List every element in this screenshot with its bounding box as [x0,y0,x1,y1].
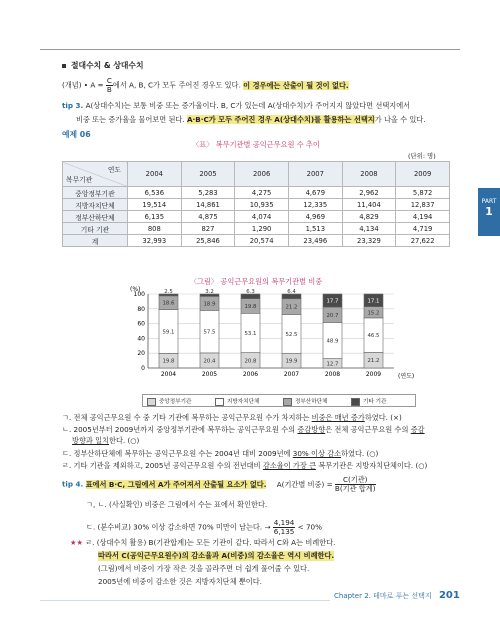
data-label: 15.2 [367,310,380,317]
concept-highlight: 이 경우에는 산출이 될 것이 없다. [243,80,349,90]
legend-swatch [351,398,360,406]
legend-label: 지방자치단체 [227,399,260,405]
data-label: 19.8 [162,358,175,365]
page-number: 201 [438,590,460,601]
y-tick-label: 60 [137,320,145,328]
legend-swatch [215,398,224,406]
concept-line: (개념) • A = $\frac{C}{B}$ 에서 A, B, C가 모두 주어진 경우도 있다. 이 경우에는 산출이 될 것이 없다. [62,76,349,94]
data-label: 20.7 [326,312,339,319]
y-tick-label: 0 [141,365,145,372]
y-tick-label: 100 [133,291,145,298]
y-tick-label: 40 [137,335,145,343]
legend-item [347,397,415,406]
x-tick-label: 2004 [160,371,177,378]
choice-r: ㄹ. 기타 기관을 제외하고, 2005년 공익근무요원 수의 전년대비 감소율이 가장 큰 복무기관은 지방자치단체이다. (○) [62,461,428,470]
table-row: 중앙정부기관 6,536 5,283 4,275 4,679 2,962 5,872 [63,187,450,199]
data-label: 2.5 [164,289,173,295]
data-label: 59.1 [162,329,175,336]
tip4-fraction: C(기관) B(기관 합계) [334,475,376,493]
data-label: 57.5 [203,329,216,336]
data-label: 3.2 [205,289,214,295]
data-label: 18.9 [203,301,216,308]
note-r2: 따라서 C(공익근무요원수)의 감소율과 A(비중)의 감소율은 역시 비례한다. [98,551,335,560]
data-label: 21.2 [285,304,298,311]
col-2004: 2004 [128,162,182,187]
data-label: 20.8 [244,358,257,365]
data-label: 12.7 [326,361,339,368]
legend-label: 기타 기관 [363,399,387,405]
stacked-bar-chart [130,286,420,386]
legend-item [211,397,279,406]
data-label: 53.1 [244,330,257,337]
legend-label: 중앙정부기관 [159,399,192,405]
table-title: 〈표〉 복무기관별 공익근무요원 수 추이 [192,140,320,149]
footer-rule [40,600,330,601]
chart-legend [142,394,416,407]
col-2006: 2006 [235,162,289,187]
data-label: 6.3 [246,289,255,295]
data-label: 17.1 [367,298,380,305]
data-label: 17.7 [326,298,339,305]
legend-label: 정부산하단체 [295,399,328,405]
chart-title: 〈그림〉 공익근무요원의 복무기관별 비중 [189,277,323,286]
section-bullet [62,64,66,68]
x-axis-label: (연도) [398,373,415,380]
table-row: 기타 기관 808 827 1,290 1,513 4,134 4,719 [63,223,450,235]
col-2009: 2009 [396,162,450,187]
y-tick-label: 20 [137,350,145,358]
legend-swatch [283,398,292,406]
choice-n: ㄴ. 2005년부터 2009년까지 중앙정부기관에 복무하는 공익근무요원 수의 증감방향은 전체 공익근무요원 수의 증감 [62,425,425,434]
data-label: 6.4 [287,289,296,295]
table-corner: 연도 복무기관 [63,162,128,187]
x-tick-label: 2007 [283,371,300,378]
footer-chapter: Chapter 2. 테마로 푸는 선택지 [334,592,432,600]
x-tick-label: 2008 [324,371,341,378]
choice-d: ㄷ. 정부산하단체에 복무하는 공익근무요원 수는 2004년 대비 2009년에 30% 이상 감소하였다. (○) [62,449,379,458]
table-row: 지방자치단체 19,514 14,861 10,935 12,335 11,404 12,837 [63,199,450,211]
data-label: 18.6 [162,300,175,307]
data-label: 21.2 [367,358,380,365]
note-r4: 2005년에 비중이 감소한 것은 지방자치단체 뿐이다. [98,577,262,586]
x-tick-label: 2006 [242,371,259,378]
data-label: 48.9 [326,338,339,345]
data-label: 46.5 [367,333,380,340]
col-2008: 2008 [342,162,396,187]
part-tab: PART 1 [478,188,500,236]
legend-swatch [147,398,156,406]
concept-fraction: $\frac{C}{B}$ [106,76,112,94]
footer [334,590,460,601]
y-axis-label: (%) [130,286,141,293]
col-2005: 2005 [181,162,235,187]
note-g: ㄱ, ㄴ. (사실확인) 비중은 그림에서 수는 표에서 확인한다. [86,500,268,509]
note-d: ㄷ. (분수비교) 30% 이상 감소하면 70% 미만이 남는다. → $\frac{4,194}{6,135}$ < 70% [86,518,322,536]
example-label: 예제 06 [62,130,91,139]
choice-g: ㄱ. 전체 공익근무요원 수 중 기타 기관에 복무하는 공익근무요원 수가 차지하는 비중은 매년 증가하였다. (×) [62,413,402,422]
section-title: 절대수치 & 상대수치 [62,60,143,71]
x-tick-label: 2005 [201,371,218,378]
data-label: 20.4 [203,358,216,365]
data-table [62,161,450,247]
top-rule [40,49,460,50]
data-label: 19.9 [285,358,298,365]
data-label: 52.5 [285,331,298,338]
y-tick-label: 80 [137,305,145,313]
table-unit: (단위: 명) [408,152,436,160]
note-r3: (그림)에서 비중이 가장 작은 것을 골라주면 더 쉽게 풀어줄 수 있다. [98,564,310,573]
legend-item [279,397,347,406]
col-2007: 2007 [288,162,342,187]
data-label: 19.8 [244,303,257,310]
tip4-block: tip 4. 표에서 B·C, 그림에서 A가 주어져서 산출될 요소가 없다. A(기간별 비중) = C(기관) B(기관 합계) [62,475,376,493]
choice-n-cont: 방향과 일치한다. (○) [72,436,140,445]
note-r1: ★★ ㄹ. (상대수치 활용) B(기관합계)는 모든 기관이 같다. 따라서 C와 A는 비례한다. [70,538,336,547]
table-row: 계 32,993 25,846 20,574 23,496 23,329 27,622 [63,235,450,247]
table-row: 정부산하단체 6,135 4,875 4,074 4,969 4,829 4,194 [63,211,450,223]
x-tick-label: 2009 [365,371,382,378]
legend-item [143,397,211,406]
note-d-fraction: $\frac{4,194}{6,135}$ [273,518,295,536]
